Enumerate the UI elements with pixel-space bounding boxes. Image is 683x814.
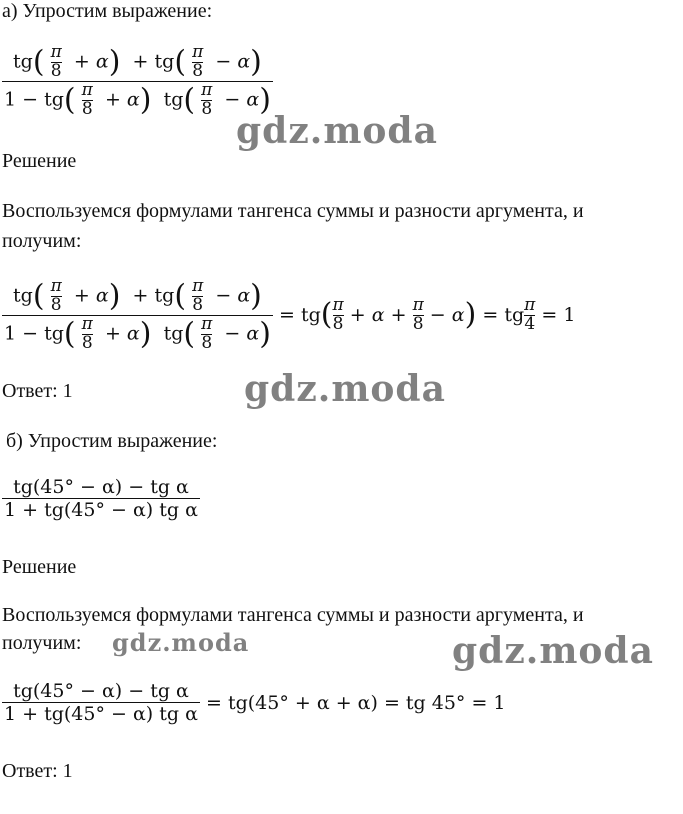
part-b-method-line1: Воспользуемся формулами тангенса суммы и разности аргумента, и	[2, 604, 584, 626]
part-a-fraction	[2, 44, 273, 118]
part-a-method-line2: получим:	[2, 230, 82, 252]
part-b-expression	[2, 476, 200, 521]
part-b-numerator: tg(45° − α) − tg α	[13, 476, 189, 498]
part-b-denominator: 1 + tg(45° − α) tg α	[4, 499, 198, 521]
part-b-solution-label: Решение	[2, 556, 77, 578]
part-a-denominator: 1 − tg( $\frac{\pi}{8}$ + α) tg( $\frac{\pi}{8}$ − α)	[4, 79, 271, 119]
part-a-heading: а) Упростим выражение:	[2, 0, 213, 22]
part-b-transformation: $\frac{\text{tg(45° − α) − tg α}}{\text{1 + tg(45° − α) tg α}}$ = tg(45° + α + α) = tg 45° = 1	[4, 680, 506, 725]
part-a-answer: Ответ: 1	[2, 380, 73, 402]
part-b-method-line2: получим:	[2, 632, 82, 654]
part-b-answer: Ответ: 1	[2, 760, 73, 782]
watermark-4: gdz.moda	[452, 630, 654, 672]
part-a-method-line1: Воспользуемся формулами тангенса суммы и разности аргумента, и	[2, 200, 584, 222]
part-a-solution-label: Решение	[2, 150, 77, 172]
watermark-1: gdz.moda	[236, 110, 438, 152]
part-a-expression	[2, 44, 273, 118]
watermark-3: gdz.moda	[112, 628, 250, 657]
watermark-2: gdz.moda	[244, 368, 446, 410]
part-a-numerator: tg( $\frac{\pi}{8}$ + α) + tg( $\frac{\pi}{8}$ − α)	[13, 42, 262, 81]
part-b-result: = tg(45° + α + α) = tg 45° = 1	[205, 691, 506, 714]
part-b-heading: б) Упростим выражение:	[6, 430, 218, 452]
part-a-fraction-2: tg( $\frac{\pi}{8}$ + α) + tg( $\frac{\pi}{8}$ − α) 1 − tg( $\frac{\pi}{8}$ + α) tg( $\frac{\pi}{8}$ − α)	[4, 276, 271, 353]
part-a-transformation: tg( $\frac{\pi}{8}$ + α) + tg( $\frac{\pi}{8}$ − α) 1 − tg( $\frac{\pi}{8}$ + α) tg( $\frac{\pi}{8}$ − α) = tg ( π 8 + α + $\frac{\pi}{8}$ − α ) = tg $\frac{\pi}{4}$ = 1	[4, 276, 576, 353]
